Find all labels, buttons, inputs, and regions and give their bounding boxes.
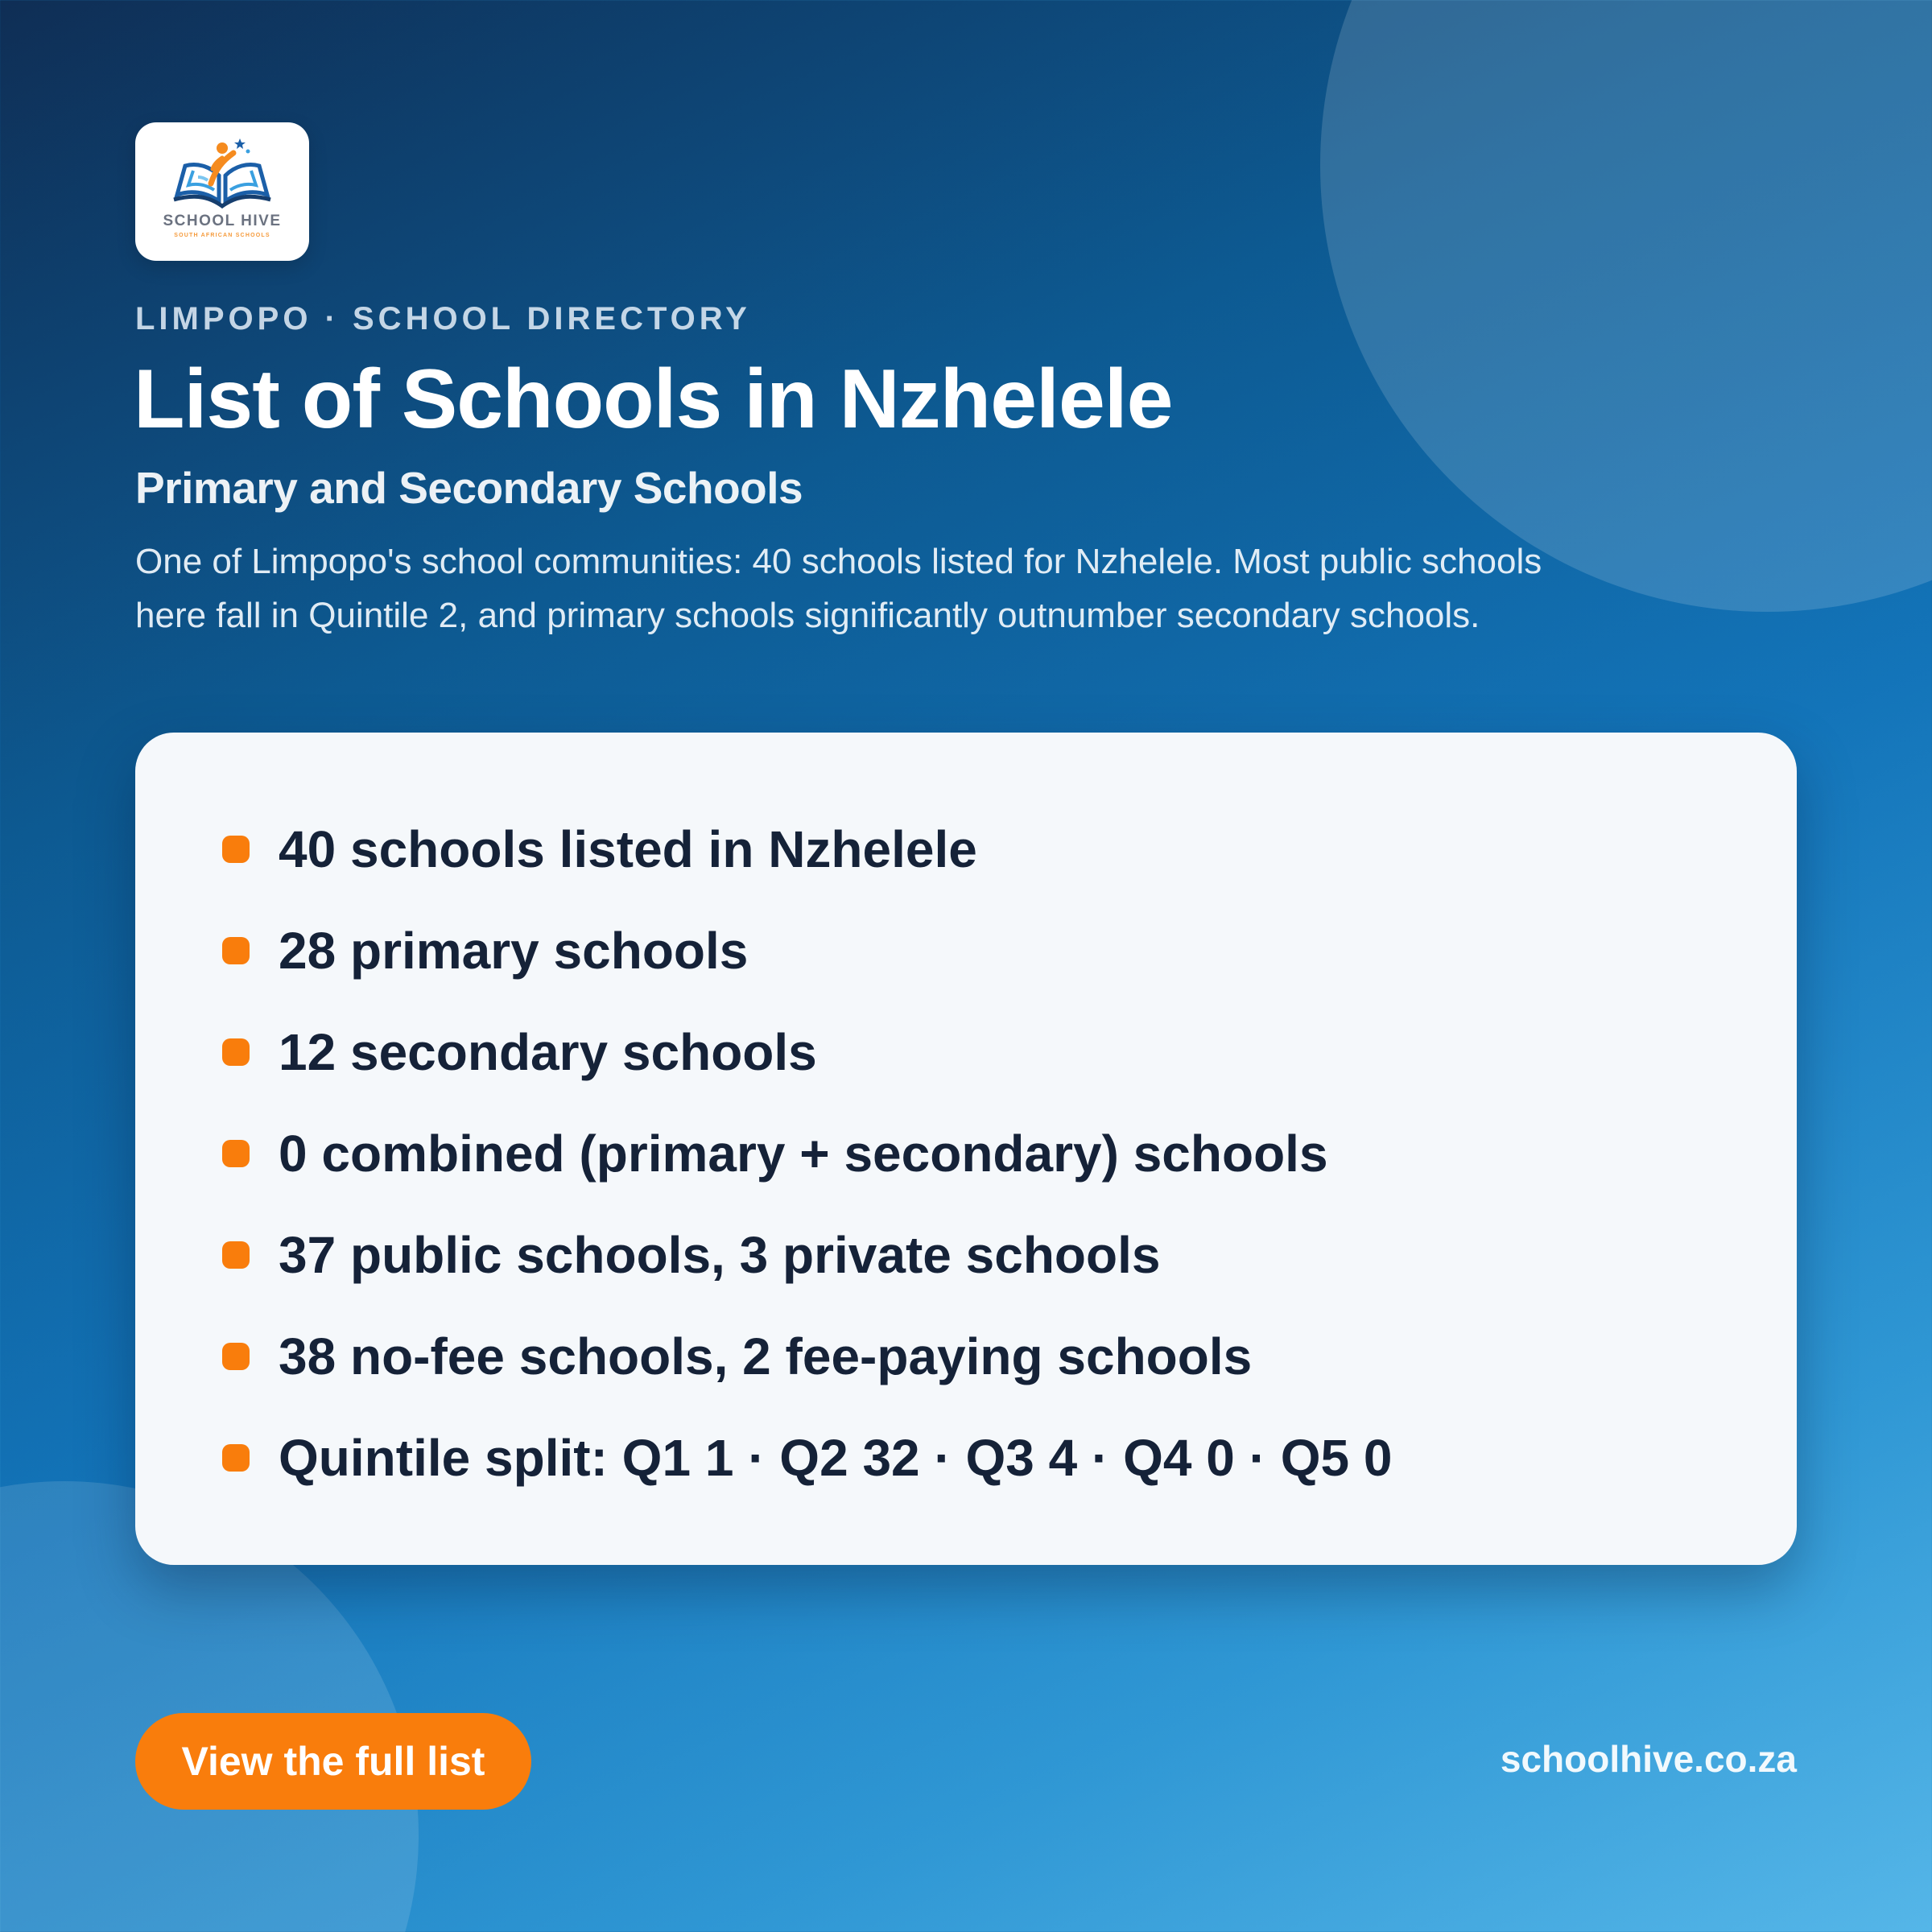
fact-text: 38 no-fee schools, 2 fee-paying schools <box>279 1327 1253 1385</box>
bullet-icon <box>222 1241 250 1269</box>
fact-text: 40 schools listed in Nzhelele <box>279 820 977 878</box>
fact-item <box>222 1204 1797 1306</box>
fact-text: 28 primary schools <box>279 922 749 980</box>
page-description: One of Limpopo's school communities: 40 schools listed for Nzhelele. Most public schools here fall in Quintile 2, and primary schools significantly outnumber secondary schools. <box>135 542 1542 635</box>
site-url-link[interactable]: schoolhive.co.za <box>1500 1738 1797 1780</box>
fact-item <box>222 1103 1797 1204</box>
bullet-icon <box>222 1038 250 1066</box>
fact-item <box>222 1407 1797 1509</box>
decorative-circle-top <box>1320 0 1932 612</box>
bullet-icon <box>222 836 250 863</box>
open-book-graduate-icon <box>166 134 279 211</box>
page-title: List of Schools in Nzhelele <box>134 353 1173 446</box>
fact-text: 0 combined (primary + secondary) schools <box>279 1125 1328 1183</box>
facts-list <box>222 799 1797 1509</box>
eyebrow-label: LIMPOPO · SCHOOL DIRECTORY <box>135 301 751 336</box>
fact-item <box>222 900 1797 1001</box>
logo-tagline: SOUTH AFRICAN SCHOOLS <box>174 233 270 238</box>
view-full-list-button[interactable]: View the full list <box>135 1713 531 1810</box>
bullet-icon <box>222 937 250 964</box>
fact-item <box>222 1001 1797 1103</box>
fact-text: Quintile split: Q1 1 · Q2 32 · Q3 4 · Q4 0 · Q5 0 <box>279 1429 1393 1487</box>
logo-name: SCHOOL HIVE <box>163 213 282 229</box>
fact-item <box>222 799 1797 900</box>
fact-item <box>222 1306 1797 1407</box>
bullet-icon <box>222 1444 250 1472</box>
fact-text: 12 secondary schools <box>279 1023 817 1081</box>
fact-text: 37 public schools, 3 private schools <box>279 1226 1161 1284</box>
logo <box>135 122 309 261</box>
bullet-icon <box>222 1140 250 1167</box>
page-subtitle: Primary and Secondary Schools <box>135 463 803 513</box>
bullet-icon <box>222 1343 250 1370</box>
facts-card <box>135 733 1797 1565</box>
